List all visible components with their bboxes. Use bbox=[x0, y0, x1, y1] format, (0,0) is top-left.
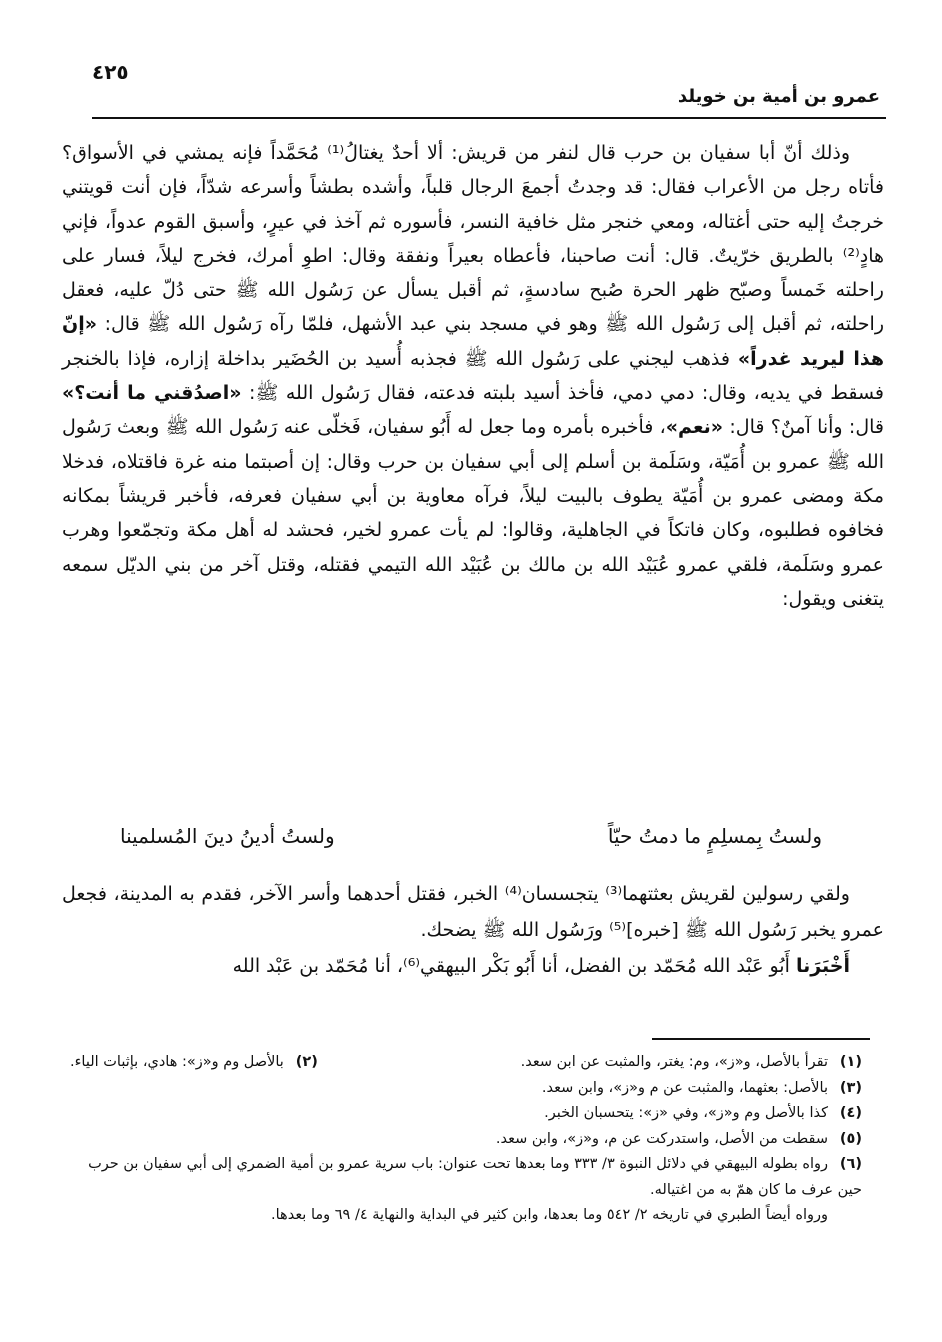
footnote-2 bbox=[70, 1050, 318, 1076]
text-run: ، فأخبره بأمره وما جعل له أَبُو سفيان، فَخلّى عنه رَسُول الله ﷺ وبعث رَسُول الله ﷺ عمرو بن أُمَيّة، وسَلَمة بن أسلم إلى أبي سفيان بن حرب وقال: إن أصبتما منه غرة فاقتلاه، فدخلا مكة ومضى عمرو بن أُمَيّة يطوف بالبيت ليلاً، فرآه معاوية بن أبي سفيان فعرفه، فأخبر قريشاً بمكانه فخافوه فطلبوه، وكان فاتكاً في الجاهلية، وقالوا: لم يأت عمرو لخير، فحشد له أهل مكة وتجمّعوا وهرب عمرو وسَلَمة، فلقي عمرو عُبَيْد الله بن مالك بن عُبَيْد الله التيمي فقتله، وقتل آخر من بني الديّل سمعه يتغنى ويقول: bbox=[62, 416, 884, 610]
footnote-text: بالأصل: بعثهما، والمثبت عن م و«ز»، وابن سعد. bbox=[541, 1079, 828, 1096]
paragraph: ولقي رسولين لقريش بعثتهما⁽³⁾ يتجسسان⁽⁴⁾ الخبر، فقتل أحدهما وأسر الآخر، فقدم به المدينة، فجعل عمرو يخبر رَسُول الله ﷺ [خبره]⁽⁵⁾ ورَسُول الله ﷺ يضحك. bbox=[62, 883, 884, 941]
footnote-number: (١) bbox=[839, 1054, 862, 1070]
footnote-text: سقطت من الأصل، واستدركت عن م، و«ز»، وابن سعد. bbox=[495, 1130, 828, 1147]
isnad-lead: أَخْبَرَنا bbox=[795, 955, 850, 977]
text-run: فذهب ليجني على رَسُول الله ﷺ فجذبه أُسيد بن الحُضَير بداخلة إزاره، فإذا بالخنجر فسقط في يديه، وقال: دمي دمي، فأخذ أسيد بلبته فدعته، فقال رَسُول الله ﷺ: bbox=[62, 347, 884, 405]
footnote-6-continuation: ورواه أيضاً الطبري في تاريخه ٢/ ٥٤٢ وما بعدها، وابن كثير في البداية والنهاية ٤/ ٦٩ وما بعدها. bbox=[271, 1207, 828, 1223]
footnotes bbox=[70, 1050, 862, 1229]
footnote-rule bbox=[652, 1038, 870, 1040]
main-text bbox=[62, 136, 884, 616]
main-text-continued bbox=[62, 876, 884, 984]
verse-hemistich-left: ولستُ أدينُ دينَ المُسلمينا bbox=[120, 824, 335, 848]
quote: «اصدُقني ما أنت؟» bbox=[62, 382, 242, 405]
footnote-1 bbox=[521, 1050, 862, 1076]
poetry-verse bbox=[120, 824, 822, 848]
header-rule bbox=[92, 117, 886, 119]
footnote-text: تقرأ بالأصل، و«ز»، وم: يغتر، والمثبت عن ابن سعد. bbox=[520, 1054, 828, 1070]
text-run: قال: وأنا آمنٌ؟ قال: bbox=[729, 416, 884, 439]
footnote-5 bbox=[70, 1127, 862, 1153]
footnote-number: (٥) bbox=[839, 1130, 862, 1147]
footnote-number: (٦) bbox=[839, 1156, 862, 1172]
quote: «نعم» bbox=[665, 416, 724, 439]
quote: «إنّ هذا ليريد غدراً» bbox=[62, 313, 884, 370]
paragraph bbox=[62, 136, 884, 616]
footnote-text: بالأصل وم و«ز»: هادي، بإثبات الياء. bbox=[70, 1054, 284, 1070]
footnote-text: رواه بطوله البيهقي في دلائل النبوة ٣/ ٣٣٣ وما بعدها تحت عنوان: باب سرية عمرو بن أمية الضمري إلى أبي سفيان بن حرب حين عرف ما كان همّ به من اغتياله. bbox=[88, 1156, 862, 1198]
running-title: عمرو بن أمية بن خويلد bbox=[677, 86, 880, 107]
footnote-number: (٤) bbox=[839, 1105, 862, 1121]
footnote-6 bbox=[70, 1152, 862, 1203]
footnote-number: (٣) bbox=[839, 1079, 862, 1096]
footnote-row bbox=[70, 1050, 862, 1076]
paragraph bbox=[62, 948, 884, 984]
footnote-3 bbox=[70, 1076, 862, 1102]
footnote-4 bbox=[70, 1101, 862, 1127]
footnote-text: كذا بالأصل وم و«ز»، وفي «ز»: يتحسبان الخبر. bbox=[544, 1105, 828, 1121]
text-run: وذلك أنّ أبا سفيان بن حرب قال لنفر من قريش: ألا أحدٌ يغتالُ⁽¹⁾ مُحَمَّداً فإنه يمشي في الأسواق؟ فأتاه رجل من الأعراب فقال: قد وجدتُ أجمعَ الرجال قلباً، وأشده بطشاً وأسرعه شدّاً، فإن أنت قويتني خرجتُ إليه حتى أغتاله، ومعي خنجر مثل خافية النسر، فأسوره ثم آخذ في عيرٍ، وأسبق القوم عدواً، فإني هادٍ⁽²⁾ بالطريق خرّيتٌ. قال: أنت صاحبنا، فأعطاه بعيراً ونفقة وقال: اطوِ أمرك، فخرج ليلاً، فسار على راحلته خَمساً وصبّح ظهر الحرة صُبح سادسةٍ، ثم أقبل يسأل عن رَسُول الله ﷺ حتى دُلّ عليه، فعقل راحلته، ثم أقبل إلى رَسُول الله ﷺ وهو في مسجد بني عبد الأشهل، فلمّا رآه رَسُول الله ﷺ قال: bbox=[62, 142, 884, 336]
footnote-number: (٢) bbox=[295, 1054, 318, 1070]
page-number: ٤٢٥ bbox=[92, 60, 129, 84]
verse-hemistich-right: ولستُ بِمسلِمٍ ما دمتُ حيّاً bbox=[607, 824, 822, 848]
text-run: أَبُو عَبْد الله مُحَمّد بن الفضل، أنا أَبُو بَكْر البيهقي⁽⁶⁾، أنا مُحَمّد بن عَبْد الله bbox=[232, 955, 790, 977]
